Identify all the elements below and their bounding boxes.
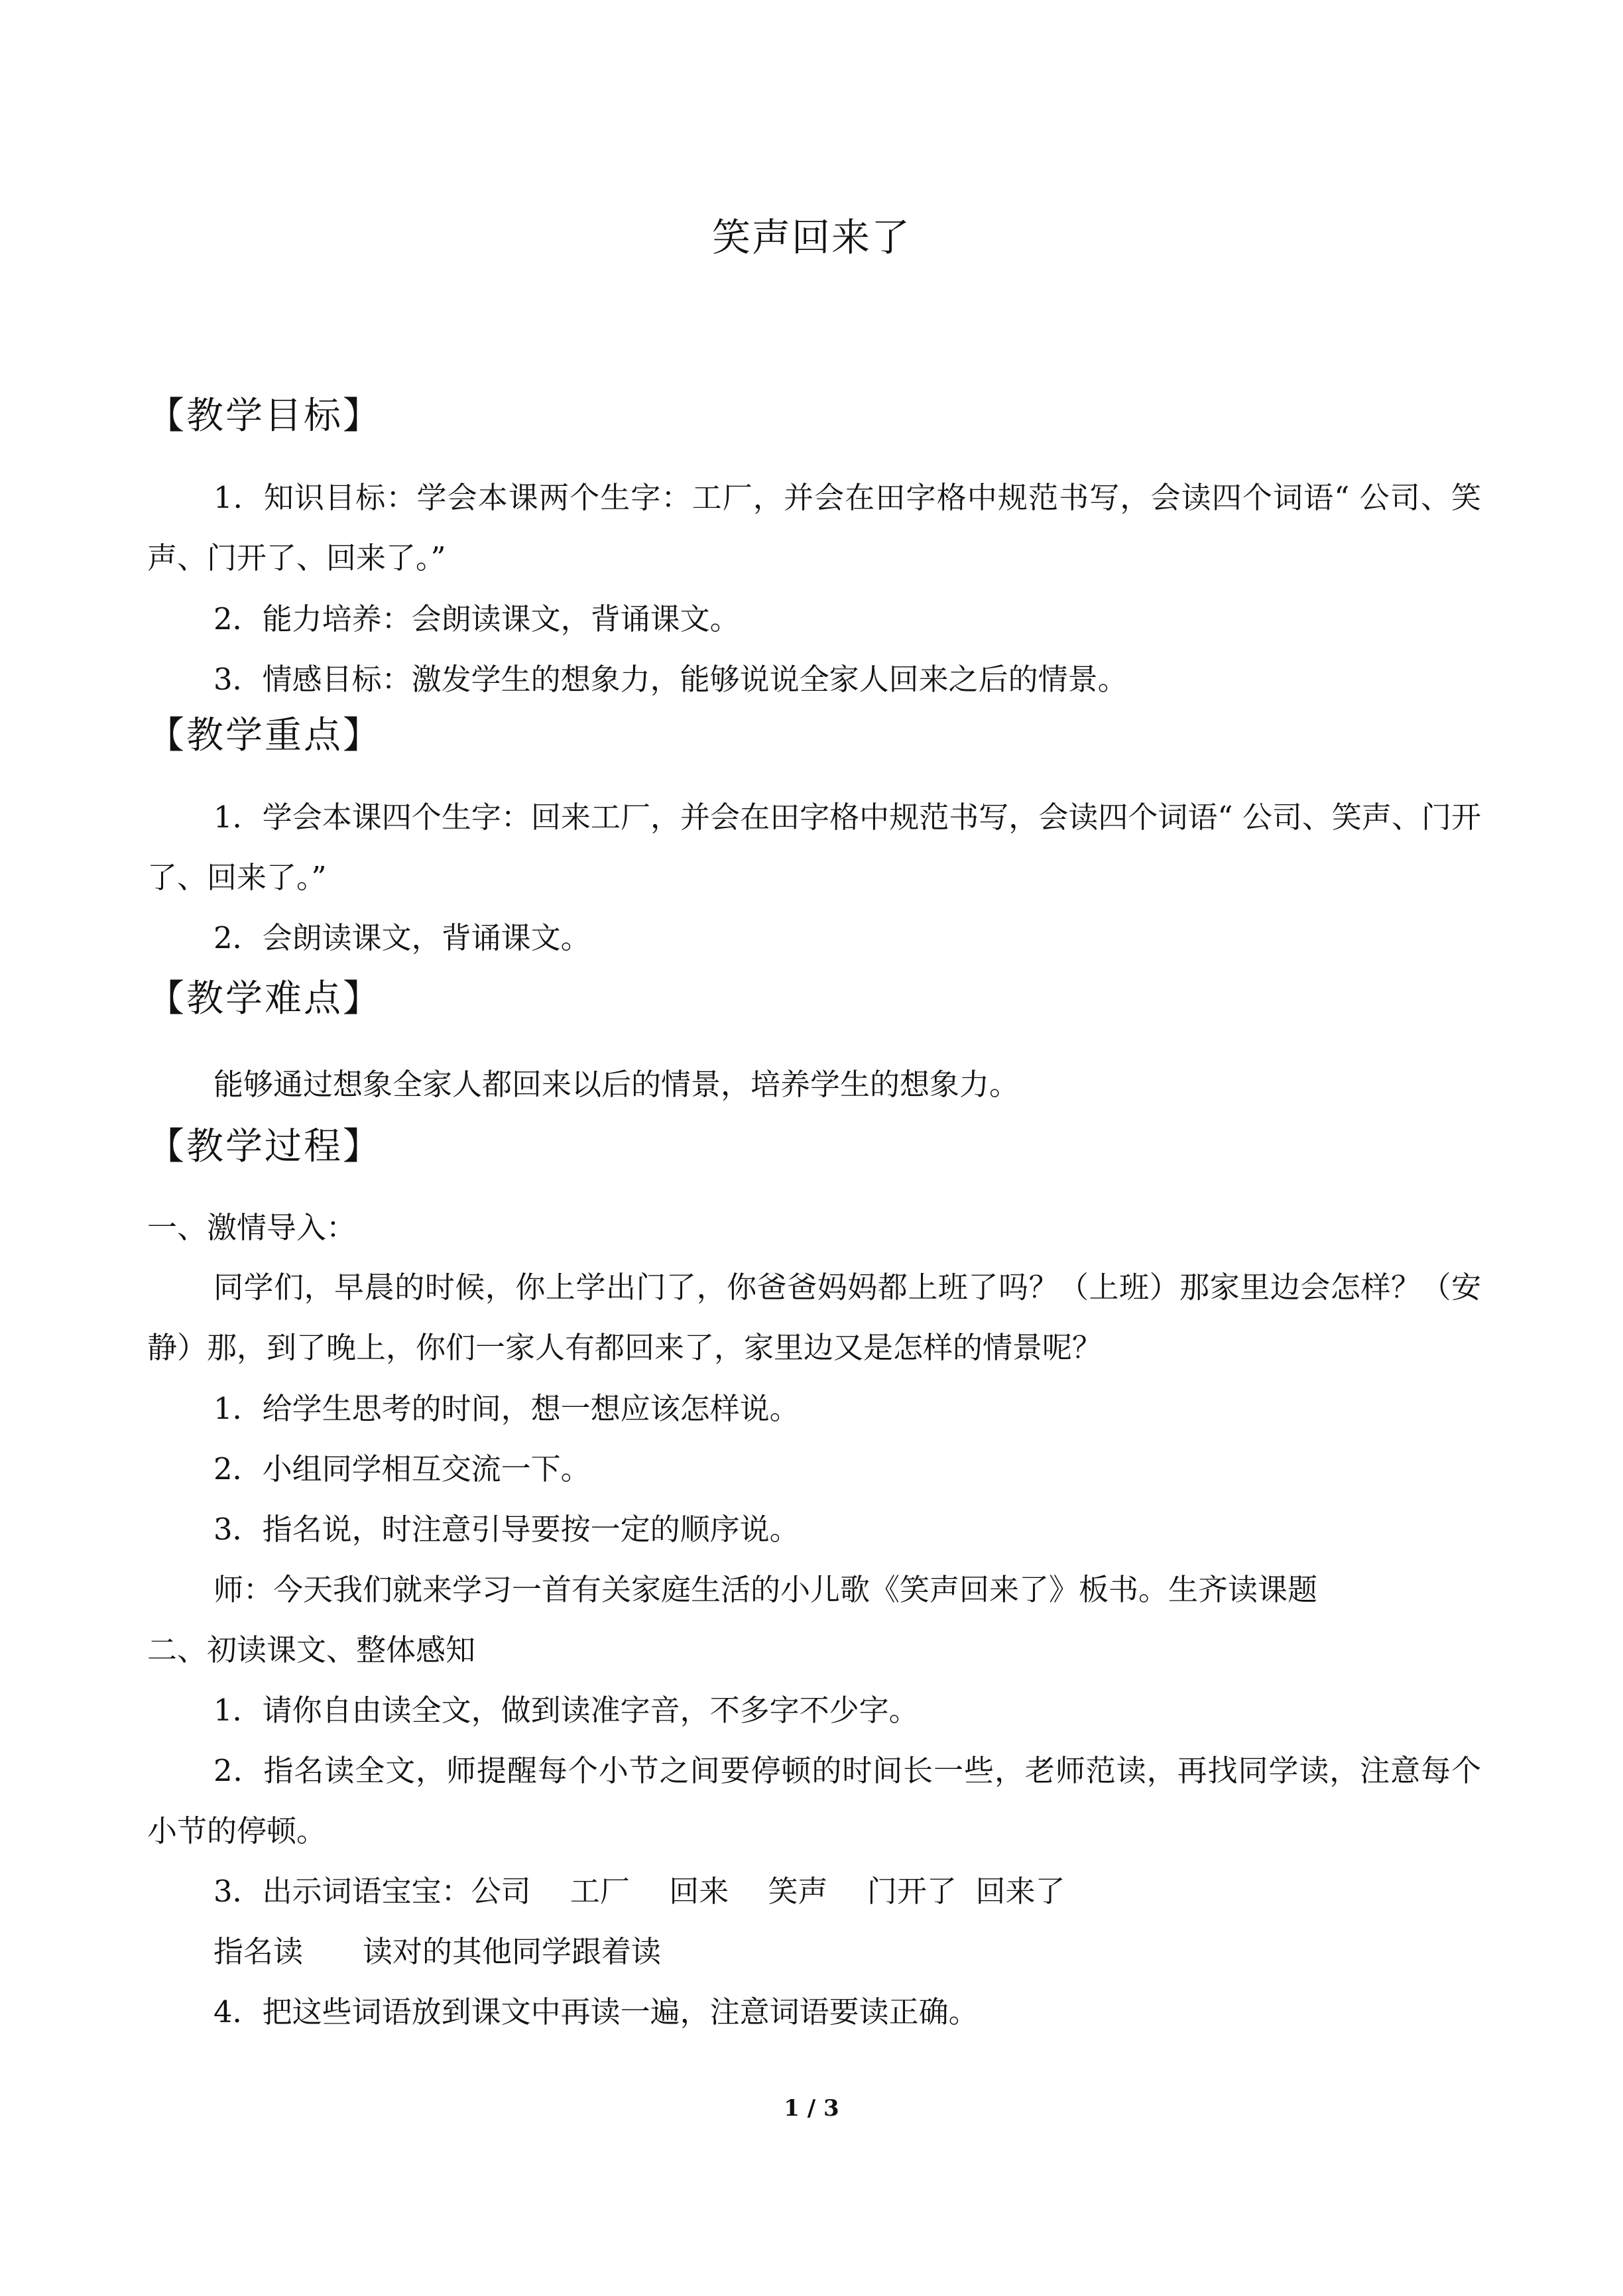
objective-item-1: 1．知识目标：学会本课两个生字：工厂，并会在田字格中规范书写，会读四个词语“ 公司、笑声、门开了、回来了。”	[147, 480, 1481, 575]
page-number: 1 / 3	[784, 2095, 839, 2122]
objective-item-2: 2．能力培养：会朗读课文，背诵课文。	[213, 601, 740, 636]
key-point-item-1: 1．学会本课四个生字：回来工厂，并会在田字格中规范书写，会读四个词语“ 公司、笑声、门开了、回来了。”	[147, 800, 1481, 895]
process-part2-step-5: 4．把这些词语放到课文中再读一遍，注意词语要读正确。	[213, 1994, 979, 2029]
process-part2-step-1: 1．请你自由读全文，做到读准字音，不多字不少字。	[213, 1693, 919, 1728]
difficulty-item-1: 能够通过想象全家人都回来以后的情景，培养学生的想象力。	[213, 1067, 1020, 1102]
key-point-item-2: 2．会朗读课文，背诵课文。	[213, 920, 591, 955]
process-part2-step-3: 3．出示词语宝宝：公司 工厂 回来 笑声 门开了 回来了	[213, 1874, 1065, 1909]
section-heading-process: 【教学过程】	[147, 1125, 382, 1168]
process-part1-teacher: 师：今天我们就来学习一首有关家庭生活的小儿歌《笑声回来了》板书。生齐读课题	[213, 1572, 1318, 1607]
objective-item-3: 3．情感目标：激发学生的想象力，能够说说全家人回来之后的情景。	[213, 662, 1128, 697]
process-part2-title: 二、初读课文、整体感知	[147, 1632, 476, 1667]
section-heading-key-points: 【教学重点】	[147, 714, 382, 757]
section-heading-objectives: 【教学目标】	[147, 394, 382, 438]
process-part1-step-2: 2．小组同学相互交流一下。	[213, 1451, 591, 1486]
process-part1-intro: 同学们，早晨的时候，你上学出门了，你爸爸妈妈都上班了吗？（上班）那家里边会怎样？（安静）那，到了晚上，你们一家人有都回来了，家里边又是怎样的情景呢？	[147, 1270, 1481, 1365]
section-heading-difficulties: 【教学难点】	[147, 977, 382, 1020]
process-part1-title: 一、激情导入：	[147, 1210, 357, 1245]
document-title: 笑声回来了	[711, 215, 911, 260]
process-part2-step-4: 指名读 读对的其他同学跟着读	[213, 1934, 662, 1969]
process-part1-step-3: 3．指名说，时注意引导要按一定的顺序说。	[213, 1512, 800, 1547]
process-part1-step-1: 1．给学生思考的时间，想一想应该怎样说。	[213, 1391, 800, 1426]
process-part2-step-2: 2．指名读全文，师提醒每个小节之间要停顿的时间长一些，老师范读，再找同学读，注意每个小节的停顿。	[147, 1753, 1481, 1848]
